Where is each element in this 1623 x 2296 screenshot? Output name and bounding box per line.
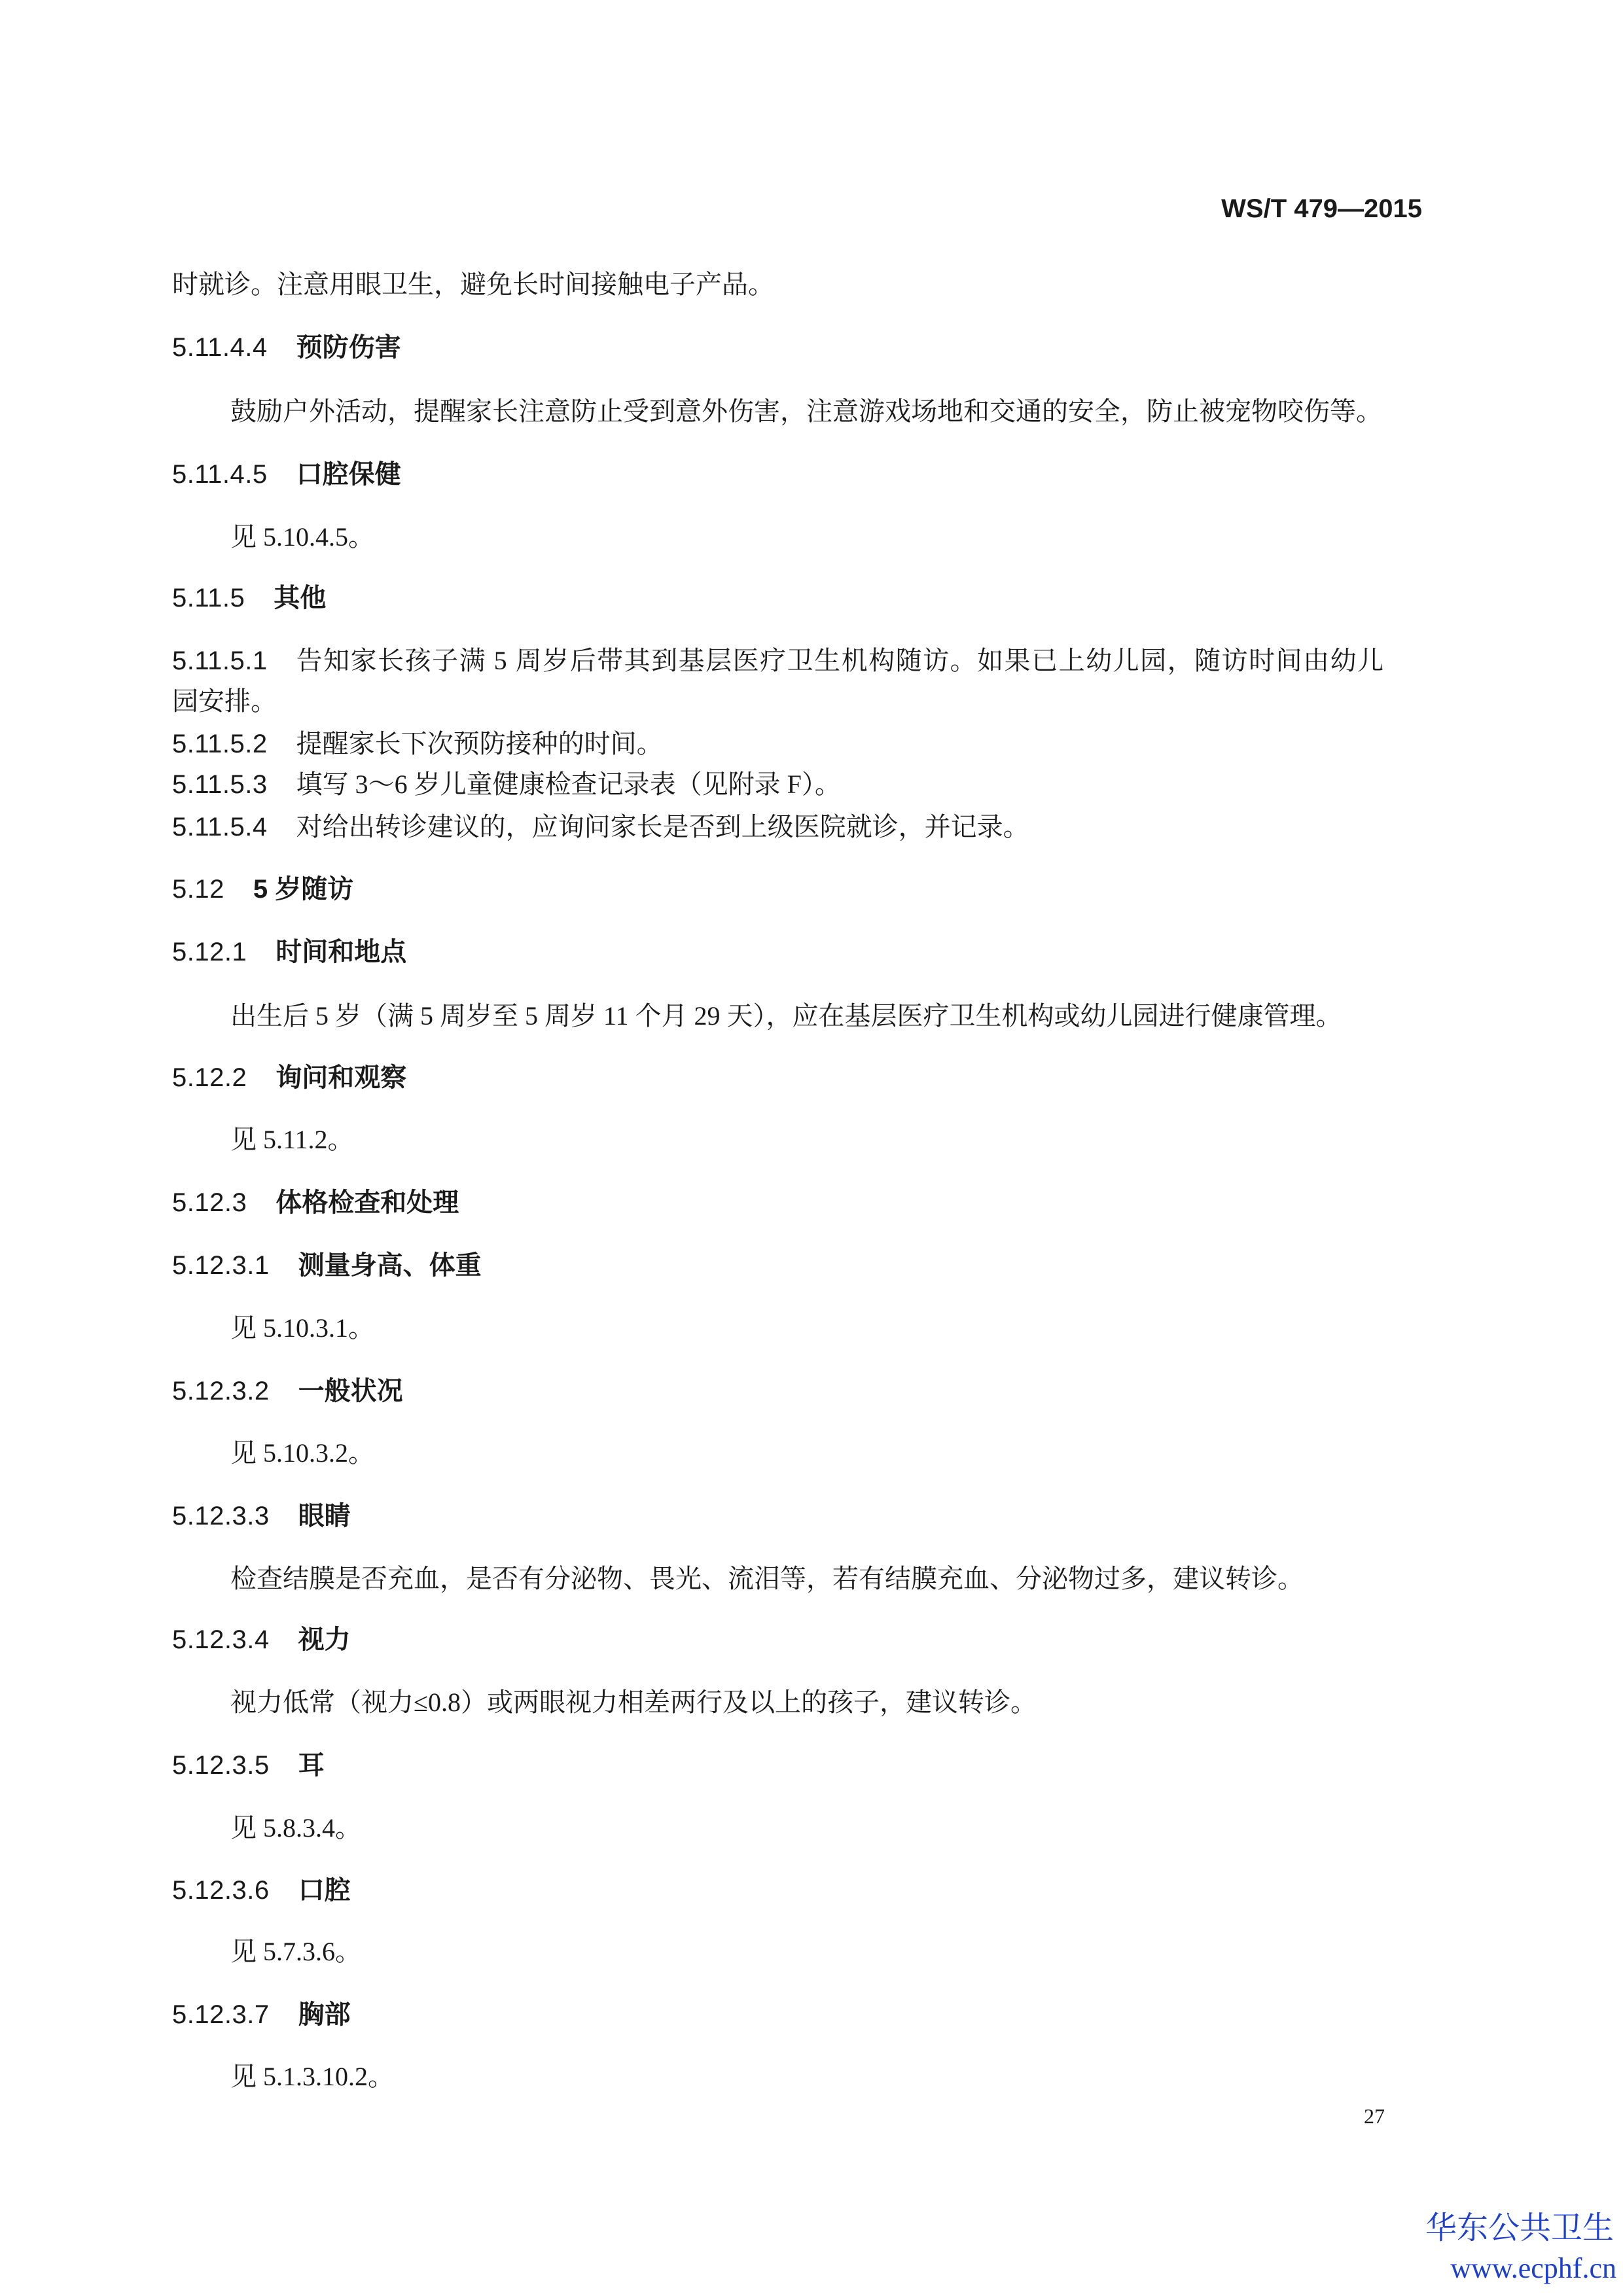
section-title: 5 岁随访 [253, 875, 354, 904]
standard-code-header: WS/T 479—2015 [1221, 194, 1422, 223]
section-heading-5-12-3-3 [172, 1502, 351, 1530]
section-heading-5-12 [172, 875, 353, 904]
section-title: 其他 [274, 584, 327, 612]
section-number: 5.12.3.4 [172, 1625, 270, 1654]
section-heading-5-12-3-5 [172, 1751, 325, 1780]
section-body-5-12-3-7: 见 5.1.3.10.2。 [230, 2062, 394, 2091]
section-body-5-11-4-5: 见 5.10.4.5。 [230, 522, 374, 552]
section-heading-5-12-3-2 [172, 1377, 403, 1405]
section-title: 耳 [298, 1751, 325, 1780]
section-heading-5-12-3-6 [172, 1876, 351, 1905]
section-number: 5.12.3.5 [172, 1751, 270, 1780]
section-heading-5-11-4-4 [172, 333, 401, 362]
watermark-site-url: www.ecphf.cn [1450, 2252, 1616, 2284]
section-number: 5.12.3 [172, 1188, 247, 1217]
section-heading-5-12-1 [172, 938, 406, 966]
section-number: 5.12.1 [172, 938, 247, 966]
section-heading-5-12-3 [172, 1188, 459, 1217]
section-title: 测量身高、体重 [298, 1251, 482, 1280]
list-item-5-11-5-2 [172, 730, 663, 758]
section-number: 5.12.3.7 [172, 2000, 270, 2029]
section-body-5-12-3-5: 见 5.8.3.4。 [230, 1813, 361, 1843]
section-number: 5.12.2 [172, 1063, 247, 1092]
section-heading-5-12-3-4 [172, 1625, 351, 1654]
section-body-5-12-3-6: 见 5.7.3.6。 [230, 1937, 361, 1966]
section-title: 时间和地点 [276, 938, 407, 966]
item-number: 5.11.5.1 [172, 646, 268, 675]
item-text: 告知家长孩子满 5 周岁后带其到基层医疗卫生机构随访。如果已上幼儿园，随访时间由幼儿 [296, 646, 1385, 675]
section-body-5-12-1: 出生后 5 岁（满 5 周岁至 5 周岁 11 个月 29 天），应在基层医疗卫生机构或幼儿园进行健康管理。 [230, 1001, 1342, 1031]
section-number: 5.12 [172, 875, 224, 904]
section-body-5-12-3-1: 见 5.10.3.1。 [230, 1313, 374, 1343]
section-number: 5.12.3.6 [172, 1876, 270, 1905]
item-number: 5.11.5.2 [172, 730, 268, 758]
list-item-5-11-5-1 [172, 646, 1385, 675]
item-text: 填写 3～6 岁儿童健康检查记录表（见附录 F）。 [296, 769, 841, 799]
section-number: 5.11.4.4 [172, 333, 268, 362]
section-title: 预防伤害 [296, 333, 401, 362]
section-number: 5.11.5 [172, 584, 245, 612]
list-item-5-11-5-4 [172, 813, 1029, 841]
section-title: 一般状况 [298, 1377, 403, 1405]
section-heading-5-12-3-1 [172, 1251, 482, 1280]
item-number: 5.11.5.4 [172, 813, 268, 841]
section-heading-5-12-3-7 [172, 2000, 351, 2029]
section-body-5-12-3-2: 见 5.10.3.2。 [230, 1438, 374, 1468]
list-item-5-11-5-1-continuation: 园安排。 [172, 686, 277, 716]
section-title: 视力 [298, 1625, 351, 1654]
section-number: 5.11.4.5 [172, 460, 268, 489]
page-number: 27 [1364, 2104, 1385, 2128]
list-item-5-11-5-3 [172, 770, 841, 799]
section-heading-5-12-2 [172, 1063, 406, 1092]
section-number: 5.12.3.3 [172, 1502, 270, 1530]
section-number: 5.12.3.1 [172, 1251, 270, 1280]
section-body-5-12-2: 见 5.11.2。 [230, 1125, 354, 1154]
section-title: 体格检查和处理 [276, 1188, 459, 1217]
section-body-5-12-3-4: 视力低常（视力≤0.8）或两眼视力相差两行及以上的孩子，建议转诊。 [230, 1687, 1037, 1717]
section-heading-5-11-5 [172, 584, 326, 612]
section-number: 5.12.3.2 [172, 1377, 270, 1405]
item-text: 提醒家长下次预防接种的时间。 [296, 729, 663, 758]
section-heading-5-11-4-5 [172, 460, 401, 489]
item-number: 5.11.5.3 [172, 770, 268, 799]
section-title: 口腔 [298, 1876, 351, 1905]
continuation-paragraph: 时就诊。注意用眼卫生，避免长时间接触电子产品。 [172, 270, 774, 299]
section-body-5-11-4-4: 鼓励户外活动，提醒家长注意防止受到意外伤害，注意游戏场地和交通的安全，防止被宠物咬伤等。 [230, 397, 1382, 426]
watermark-site-name: 华东公共卫生 [1425, 2210, 1614, 2246]
section-title: 口腔保健 [296, 460, 401, 489]
section-title: 询问和观察 [276, 1063, 407, 1092]
section-title: 眼睛 [298, 1502, 351, 1530]
section-body-5-12-3-3: 检查结膜是否充血，是否有分泌物、畏光、流泪等，若有结膜充血、分泌物过多，建议转诊。 [230, 1564, 1304, 1593]
item-text: 对给出转诊建议的，应询问家长是否到上级医院就诊，并记录。 [296, 812, 1029, 841]
section-title: 胸部 [298, 2000, 351, 2029]
